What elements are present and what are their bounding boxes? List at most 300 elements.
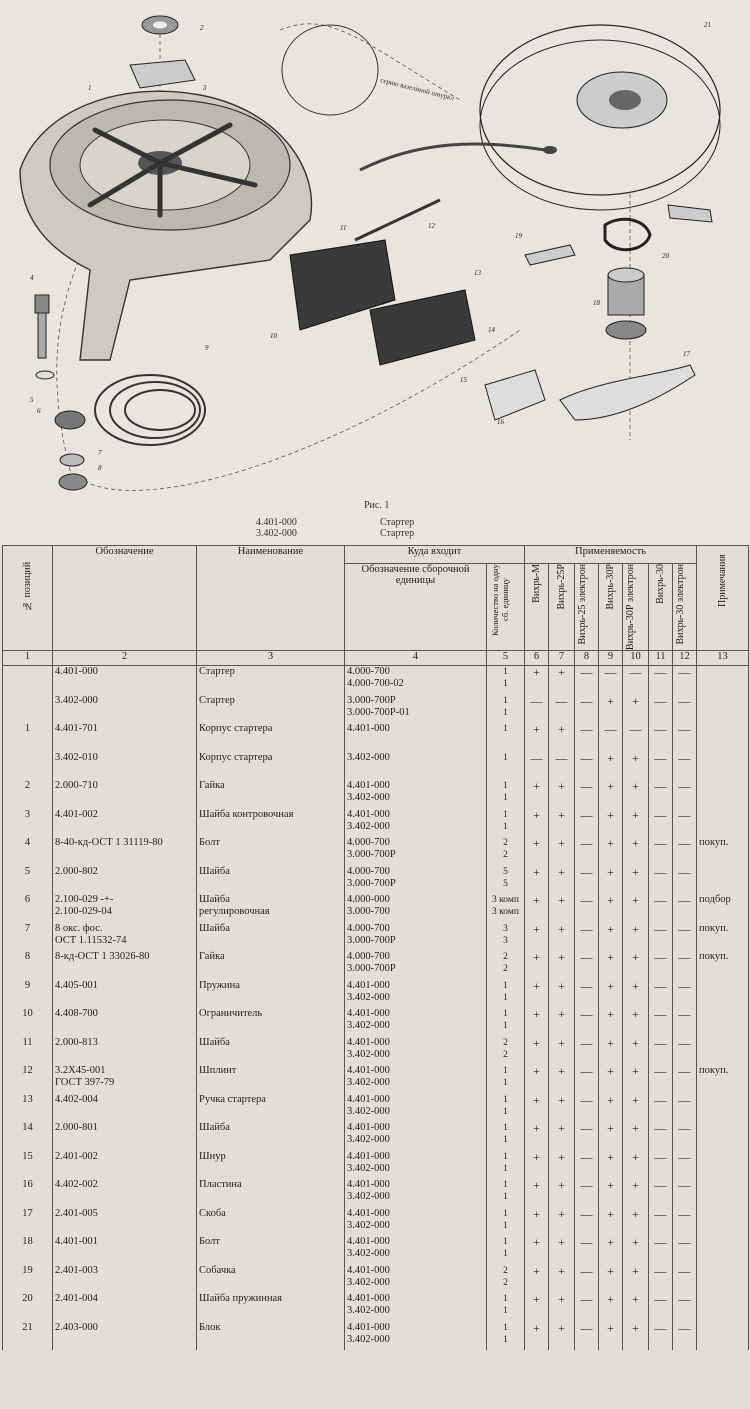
table-row (3, 1179, 749, 1208)
figure-code-2: 3.402-000 (256, 528, 297, 539)
applicability-mark: — (623, 723, 649, 752)
applicability-mark: — (575, 666, 599, 695)
applicability-mark: + (525, 809, 549, 838)
applicability-mark: — (673, 809, 697, 838)
position-cell: 6 (3, 894, 53, 923)
col-header-where-used: Куда входит (345, 546, 525, 564)
designation-cell: 2.403-000 (53, 1322, 197, 1351)
designation-cell: 2.401-004 (53, 1293, 197, 1322)
applicability-mark: — (575, 780, 599, 809)
applicability-mark: + (599, 1265, 623, 1294)
position-cell: 8 (3, 951, 53, 980)
table-row (3, 1065, 749, 1094)
table-row (3, 1208, 749, 1237)
table-row (3, 894, 749, 923)
qty-cell: 1 1 (487, 780, 525, 809)
applicability-mark: + (525, 723, 549, 752)
name-cell: Стартер (197, 695, 345, 724)
table-row (3, 780, 749, 809)
applicability-mark: — (673, 723, 697, 752)
notes-cell (697, 1179, 749, 1208)
assembly-cell: 4.401-000 3.402-000 (345, 1122, 487, 1151)
notes-cell (697, 752, 749, 781)
designation-cell: 2.401-002 (53, 1151, 197, 1180)
designation-cell: 2.000-813 (53, 1037, 197, 1066)
part-label: 9 (205, 344, 209, 352)
notes-cell (697, 866, 749, 895)
applicability-mark: + (623, 695, 649, 724)
name-cell: Корпус стартера (197, 752, 345, 781)
position-cell: 12 (3, 1065, 53, 1094)
applicability-mark: + (549, 1322, 575, 1351)
applicability-mark: + (599, 1151, 623, 1180)
applicability-mark: — (673, 695, 697, 724)
part-label: 16 (497, 418, 504, 426)
applicability-mark: + (549, 1037, 575, 1066)
applicability-mark: — (649, 780, 673, 809)
notes-cell (697, 1236, 749, 1265)
part-label: 11 (340, 224, 347, 232)
name-cell: Ручка стартера (197, 1094, 345, 1123)
qty-cell: 1 1 (487, 1065, 525, 1094)
applicability-mark: — (575, 1122, 599, 1151)
applicability-mark: + (623, 1151, 649, 1180)
position-cell (3, 666, 53, 695)
applicability-mark: + (525, 866, 549, 895)
qty-cell: 1 1 (487, 1293, 525, 1322)
assembly-cell: 4.000-700 3.000-700Р (345, 866, 487, 895)
applicability-mark: — (649, 809, 673, 838)
notes-cell: покуп. (697, 1065, 749, 1094)
position-cell: 14 (3, 1122, 53, 1151)
qty-cell: 1 1 (487, 1122, 525, 1151)
applicability-mark: — (575, 1236, 599, 1265)
part-label: 10 (270, 332, 277, 340)
column-number: 5 (487, 651, 525, 666)
applicability-mark: — (673, 894, 697, 923)
applicability-mark: — (575, 1179, 599, 1208)
applicability-mark: — (673, 1065, 697, 1094)
applicability-mark: + (549, 666, 575, 695)
applicability-mark: + (525, 1151, 549, 1180)
part-label: 8 (98, 464, 102, 472)
name-cell: Шайба (197, 1122, 345, 1151)
applicability-mark: + (525, 894, 549, 923)
figure-code-1: 4.401-000 (256, 517, 297, 528)
table-row (3, 923, 749, 952)
part-label: 13 (474, 269, 481, 277)
designation-cell: 2.000-710 (53, 780, 197, 809)
applicability-mark: + (599, 923, 623, 952)
qty-cell: 3 комп 3 комп (487, 894, 525, 923)
applicability-mark: + (599, 1322, 623, 1351)
applicability-mark: — (575, 1008, 599, 1037)
applicability-mark: + (549, 1008, 575, 1037)
applicability-mark: — (673, 1037, 697, 1066)
applicability-mark: + (525, 1179, 549, 1208)
col-header-notes: Примечания (697, 546, 749, 651)
applicability-mark: — (575, 1293, 599, 1322)
table-row (3, 1322, 749, 1351)
assembly-cell: 4.000-700 3.000-700Р (345, 923, 487, 952)
notes-cell (697, 1151, 749, 1180)
applicability-mark: — (575, 1151, 599, 1180)
notes-cell: покуп. (697, 923, 749, 952)
notes-cell (697, 980, 749, 1009)
assembly-cell: 4.401-000 3.402-000 (345, 780, 487, 809)
qty-cell: 2 2 (487, 837, 525, 866)
part-label: 17 (683, 350, 690, 358)
applicability-mark: + (525, 837, 549, 866)
applicability-mark: + (623, 923, 649, 952)
designation-cell: 4.405-001 (53, 980, 197, 1009)
applicability-mark: — (673, 1236, 697, 1265)
model-header: Вихрь-25 электрон (575, 564, 599, 651)
position-cell: 16 (3, 1179, 53, 1208)
part-label: 7 (98, 449, 102, 457)
column-number: 6 (525, 651, 549, 666)
position-cell: 13 (3, 1094, 53, 1123)
table-row (3, 980, 749, 1009)
model-header: Вихрь-30Р (599, 564, 623, 651)
col-header-qty: Количество на одну сб. единицу (487, 564, 525, 651)
table-row (3, 1122, 749, 1151)
figure-name-1: Стартер (380, 517, 415, 528)
assembly-cell: 4.000-000 3.000-700 (345, 894, 487, 923)
assembly-cell: 4.401-000 3.402-000 (345, 1208, 487, 1237)
applicability-mark: + (525, 1208, 549, 1237)
applicability-mark: — (649, 1151, 673, 1180)
designation-cell: 2.401-005 (53, 1208, 197, 1237)
applicability-mark: + (525, 1122, 549, 1151)
applicability-mark: — (649, 894, 673, 923)
applicability-mark: + (525, 1236, 549, 1265)
starter-drawing (0, 0, 750, 545)
figure-name-2: Стартер (380, 528, 415, 539)
designation-cell: 3.402-000 (53, 695, 197, 724)
applicability-mark: — (575, 837, 599, 866)
applicability-mark: + (549, 837, 575, 866)
applicability-mark: — (673, 780, 697, 809)
applicability-mark: — (649, 837, 673, 866)
model-header: Вихрь-25Р (549, 564, 575, 651)
part-label: 6 (37, 407, 41, 415)
applicability-mark: + (599, 1293, 623, 1322)
applicability-mark: + (623, 809, 649, 838)
applicability-mark: — (673, 1122, 697, 1151)
applicability-mark: — (649, 752, 673, 781)
qty-cell: 2 2 (487, 1265, 525, 1294)
notes-cell (697, 1037, 749, 1066)
position-cell: 17 (3, 1208, 53, 1237)
position-cell: 5 (3, 866, 53, 895)
col-header-assembly: Обозначение сборочной единицы (345, 564, 487, 651)
qty-cell: 1 1 (487, 1094, 525, 1123)
designation-cell: 3.402-010 (53, 752, 197, 781)
notes-cell: подбор (697, 894, 749, 923)
qty-cell: 1 1 (487, 1151, 525, 1180)
applicability-mark: + (599, 866, 623, 895)
applicability-mark: — (575, 980, 599, 1009)
applicability-mark: — (525, 695, 549, 724)
notes-cell (697, 695, 749, 724)
table-row (3, 866, 749, 895)
applicability-mark: + (623, 780, 649, 809)
assembly-cell: 3.402-000 (345, 752, 487, 781)
assembly-cell: 4.401-000 3.402-000 (345, 1322, 487, 1351)
applicability-mark: + (525, 980, 549, 1009)
applicability-mark: + (549, 1065, 575, 1094)
applicability-mark: + (549, 1094, 575, 1123)
notes-cell (697, 666, 749, 695)
qty-cell: 1 (487, 723, 525, 752)
applicability-mark: + (623, 951, 649, 980)
assembly-cell: 4.401-000 3.402-000 (345, 980, 487, 1009)
applicability-mark: + (525, 1008, 549, 1037)
part-label: 18 (593, 299, 600, 307)
applicability-mark: — (649, 1293, 673, 1322)
model-header: Вихрь-30 электрон (673, 564, 697, 651)
applicability-mark: + (549, 809, 575, 838)
applicability-mark: + (599, 1122, 623, 1151)
designation-cell: 4.401-001 (53, 1236, 197, 1265)
applicability-mark: — (575, 1322, 599, 1351)
notes-cell (697, 1322, 749, 1351)
applicability-mark: — (575, 1094, 599, 1123)
designation-cell: 8-40-кд-ОСТ 1 31119-80 (53, 837, 197, 866)
qty-cell: 1 1 (487, 1322, 525, 1351)
designation-cell: 4.401-002 (53, 809, 197, 838)
part-label: 15 (460, 376, 467, 384)
applicability-mark: + (599, 752, 623, 781)
applicability-mark: — (649, 1208, 673, 1237)
name-cell: Корпус стартера (197, 723, 345, 752)
applicability-mark: — (575, 951, 599, 980)
table-row (3, 1293, 749, 1322)
applicability-mark: — (673, 1322, 697, 1351)
part-label: 2 (200, 24, 204, 32)
qty-cell: 3 3 (487, 923, 525, 952)
applicability-mark: + (525, 1322, 549, 1351)
applicability-mark: + (549, 1236, 575, 1265)
applicability-mark: + (623, 1065, 649, 1094)
applicability-mark: + (599, 1037, 623, 1066)
designation-cell: 8-кд-ОСТ 1 33026-80 (53, 951, 197, 980)
applicability-mark: — (673, 1293, 697, 1322)
position-cell: 18 (3, 1236, 53, 1265)
applicability-mark: + (599, 1094, 623, 1123)
applicability-mark: — (549, 752, 575, 781)
assembly-cell: 4.401-000 3.402-000 (345, 1265, 487, 1294)
assembly-cell: 4.000-700 3.000-700Р (345, 951, 487, 980)
applicability-mark: + (599, 1008, 623, 1037)
applicability-mark: + (599, 780, 623, 809)
table-row (3, 695, 749, 724)
applicability-mark: + (549, 723, 575, 752)
model-header: Вихрь-30 (649, 564, 673, 651)
applicability-mark: + (549, 1179, 575, 1208)
pulley-disc (480, 25, 720, 210)
applicability-mark: + (549, 1265, 575, 1294)
part-label: 1 (88, 84, 92, 92)
model-header: Вихрь-30Р электрон (623, 564, 649, 651)
designation-cell: 3.2Х45-001 ГОСТ 397-79 (53, 1065, 197, 1094)
applicability-mark: + (525, 951, 549, 980)
name-cell: Собачка (197, 1265, 345, 1294)
applicability-mark: + (623, 1208, 649, 1237)
position-cell: 3 (3, 809, 53, 838)
part-label: 5 (30, 396, 34, 404)
column-number-row (3, 651, 749, 666)
table-row (3, 837, 749, 866)
name-cell: Стартер (197, 666, 345, 695)
column-number: 3 (197, 651, 345, 666)
name-cell: Гайка (197, 951, 345, 980)
applicability-mark: — (649, 1094, 673, 1123)
qty-cell: 1 1 (487, 1236, 525, 1265)
part-label: 14 (488, 326, 495, 334)
applicability-mark: — (649, 695, 673, 724)
qty-cell: 1 1 (487, 1179, 525, 1208)
name-cell: Скоба (197, 1208, 345, 1237)
applicability-mark: + (549, 1208, 575, 1237)
applicability-mark: + (525, 1265, 549, 1294)
assembly-cell: 4.000-700 4.000-700-02 (345, 666, 487, 695)
designation-cell: 4.402-002 (53, 1179, 197, 1208)
applicability-mark: + (549, 1293, 575, 1322)
name-cell: Болт (197, 837, 345, 866)
applicability-mark: + (623, 1037, 649, 1066)
notes-cell (697, 1208, 749, 1237)
column-number: 1 (3, 651, 53, 666)
position-cell: 2 (3, 780, 53, 809)
col-header-applicability: Применяемость (525, 546, 697, 564)
cord-annotation: серию вазелиной шнуркл (379, 76, 455, 103)
position-cell: 1 (3, 723, 53, 752)
col-header-pos: № позиций (3, 546, 53, 651)
applicability-mark: + (525, 666, 549, 695)
applicability-mark: — (673, 980, 697, 1009)
applicability-mark: — (575, 1065, 599, 1094)
name-cell: Шайба контровочная (197, 809, 345, 838)
applicability-mark: — (525, 752, 549, 781)
applicability-mark: + (525, 1094, 549, 1123)
position-cell: 15 (3, 1151, 53, 1180)
applicability-mark: + (549, 1122, 575, 1151)
applicability-mark: — (649, 1265, 673, 1294)
applicability-mark: — (549, 695, 575, 724)
notes-cell (697, 780, 749, 809)
applicability-mark: + (599, 1179, 623, 1208)
applicability-mark: — (575, 752, 599, 781)
applicability-mark: — (673, 1094, 697, 1123)
designation-cell: 4.401-701 (53, 723, 197, 752)
applicability-mark: — (673, 923, 697, 952)
column-number: 7 (549, 651, 575, 666)
applicability-mark: + (525, 1293, 549, 1322)
applicability-mark: + (599, 1065, 623, 1094)
applicability-mark: — (575, 695, 599, 724)
applicability-mark: — (575, 923, 599, 952)
name-cell: Шайба регулировочная (197, 894, 345, 923)
notes-cell: покуп. (697, 837, 749, 866)
table-row (3, 1265, 749, 1294)
assembly-cell: 4.401-000 3.402-000 (345, 1094, 487, 1123)
column-number: 10 (623, 651, 649, 666)
notes-cell (697, 1122, 749, 1151)
column-number: 2 (53, 651, 197, 666)
model-header: Вихрь-М (525, 564, 549, 651)
applicability-mark: — (649, 1065, 673, 1094)
applicability-mark: + (599, 695, 623, 724)
applicability-mark: — (649, 723, 673, 752)
applicability-mark: + (623, 837, 649, 866)
table-row (3, 951, 749, 980)
assembly-cell: 4.401-000 3.402-000 (345, 809, 487, 838)
applicability-mark: + (623, 1094, 649, 1123)
applicability-mark: + (623, 866, 649, 895)
name-cell: Шайба (197, 923, 345, 952)
qty-cell: 2 2 (487, 951, 525, 980)
applicability-mark: + (549, 951, 575, 980)
applicability-mark: — (575, 894, 599, 923)
exploded-view-figure (0, 0, 750, 545)
applicability-mark: — (649, 951, 673, 980)
designation-cell: 2.100-029 -+- 2.100-029-04 (53, 894, 197, 923)
applicability-mark: + (525, 1065, 549, 1094)
starter-housing (20, 91, 312, 360)
applicability-mark: — (623, 666, 649, 695)
qty-cell: 1 1 (487, 1208, 525, 1237)
applicability-mark: — (673, 866, 697, 895)
part-label: 12 (428, 222, 435, 230)
applicability-mark: + (623, 1293, 649, 1322)
qty-cell: 1 1 (487, 980, 525, 1009)
parts-table-container (0, 545, 750, 1409)
applicability-mark: — (575, 1037, 599, 1066)
name-cell: Шайба (197, 866, 345, 895)
column-number: 13 (697, 651, 749, 666)
applicability-mark: — (649, 1008, 673, 1037)
applicability-mark: + (549, 923, 575, 952)
applicability-mark: — (599, 723, 623, 752)
qty-cell: 1 1 (487, 695, 525, 724)
applicability-mark: + (599, 894, 623, 923)
position-cell (3, 752, 53, 781)
col-header-name: Наименование (197, 546, 345, 651)
applicability-mark: — (649, 666, 673, 695)
table-row (3, 1008, 749, 1037)
applicability-mark: + (599, 809, 623, 838)
applicability-mark: + (623, 1008, 649, 1037)
applicability-mark: + (623, 752, 649, 781)
applicability-mark: — (649, 923, 673, 952)
applicability-mark: + (525, 923, 549, 952)
name-cell: Шплинт (197, 1065, 345, 1094)
applicability-mark: — (673, 1151, 697, 1180)
designation-cell: 4.402-004 (53, 1094, 197, 1123)
part-label: 4 (30, 274, 34, 282)
column-number: 11 (649, 651, 673, 666)
name-cell: Блок (197, 1322, 345, 1351)
part-label: 20 (662, 252, 669, 260)
figure-caption: Рис. 1 (364, 500, 390, 511)
applicability-mark: — (673, 837, 697, 866)
applicability-mark: — (673, 1208, 697, 1237)
table-row (3, 723, 749, 752)
notes-cell (697, 723, 749, 752)
table-row (3, 1094, 749, 1123)
